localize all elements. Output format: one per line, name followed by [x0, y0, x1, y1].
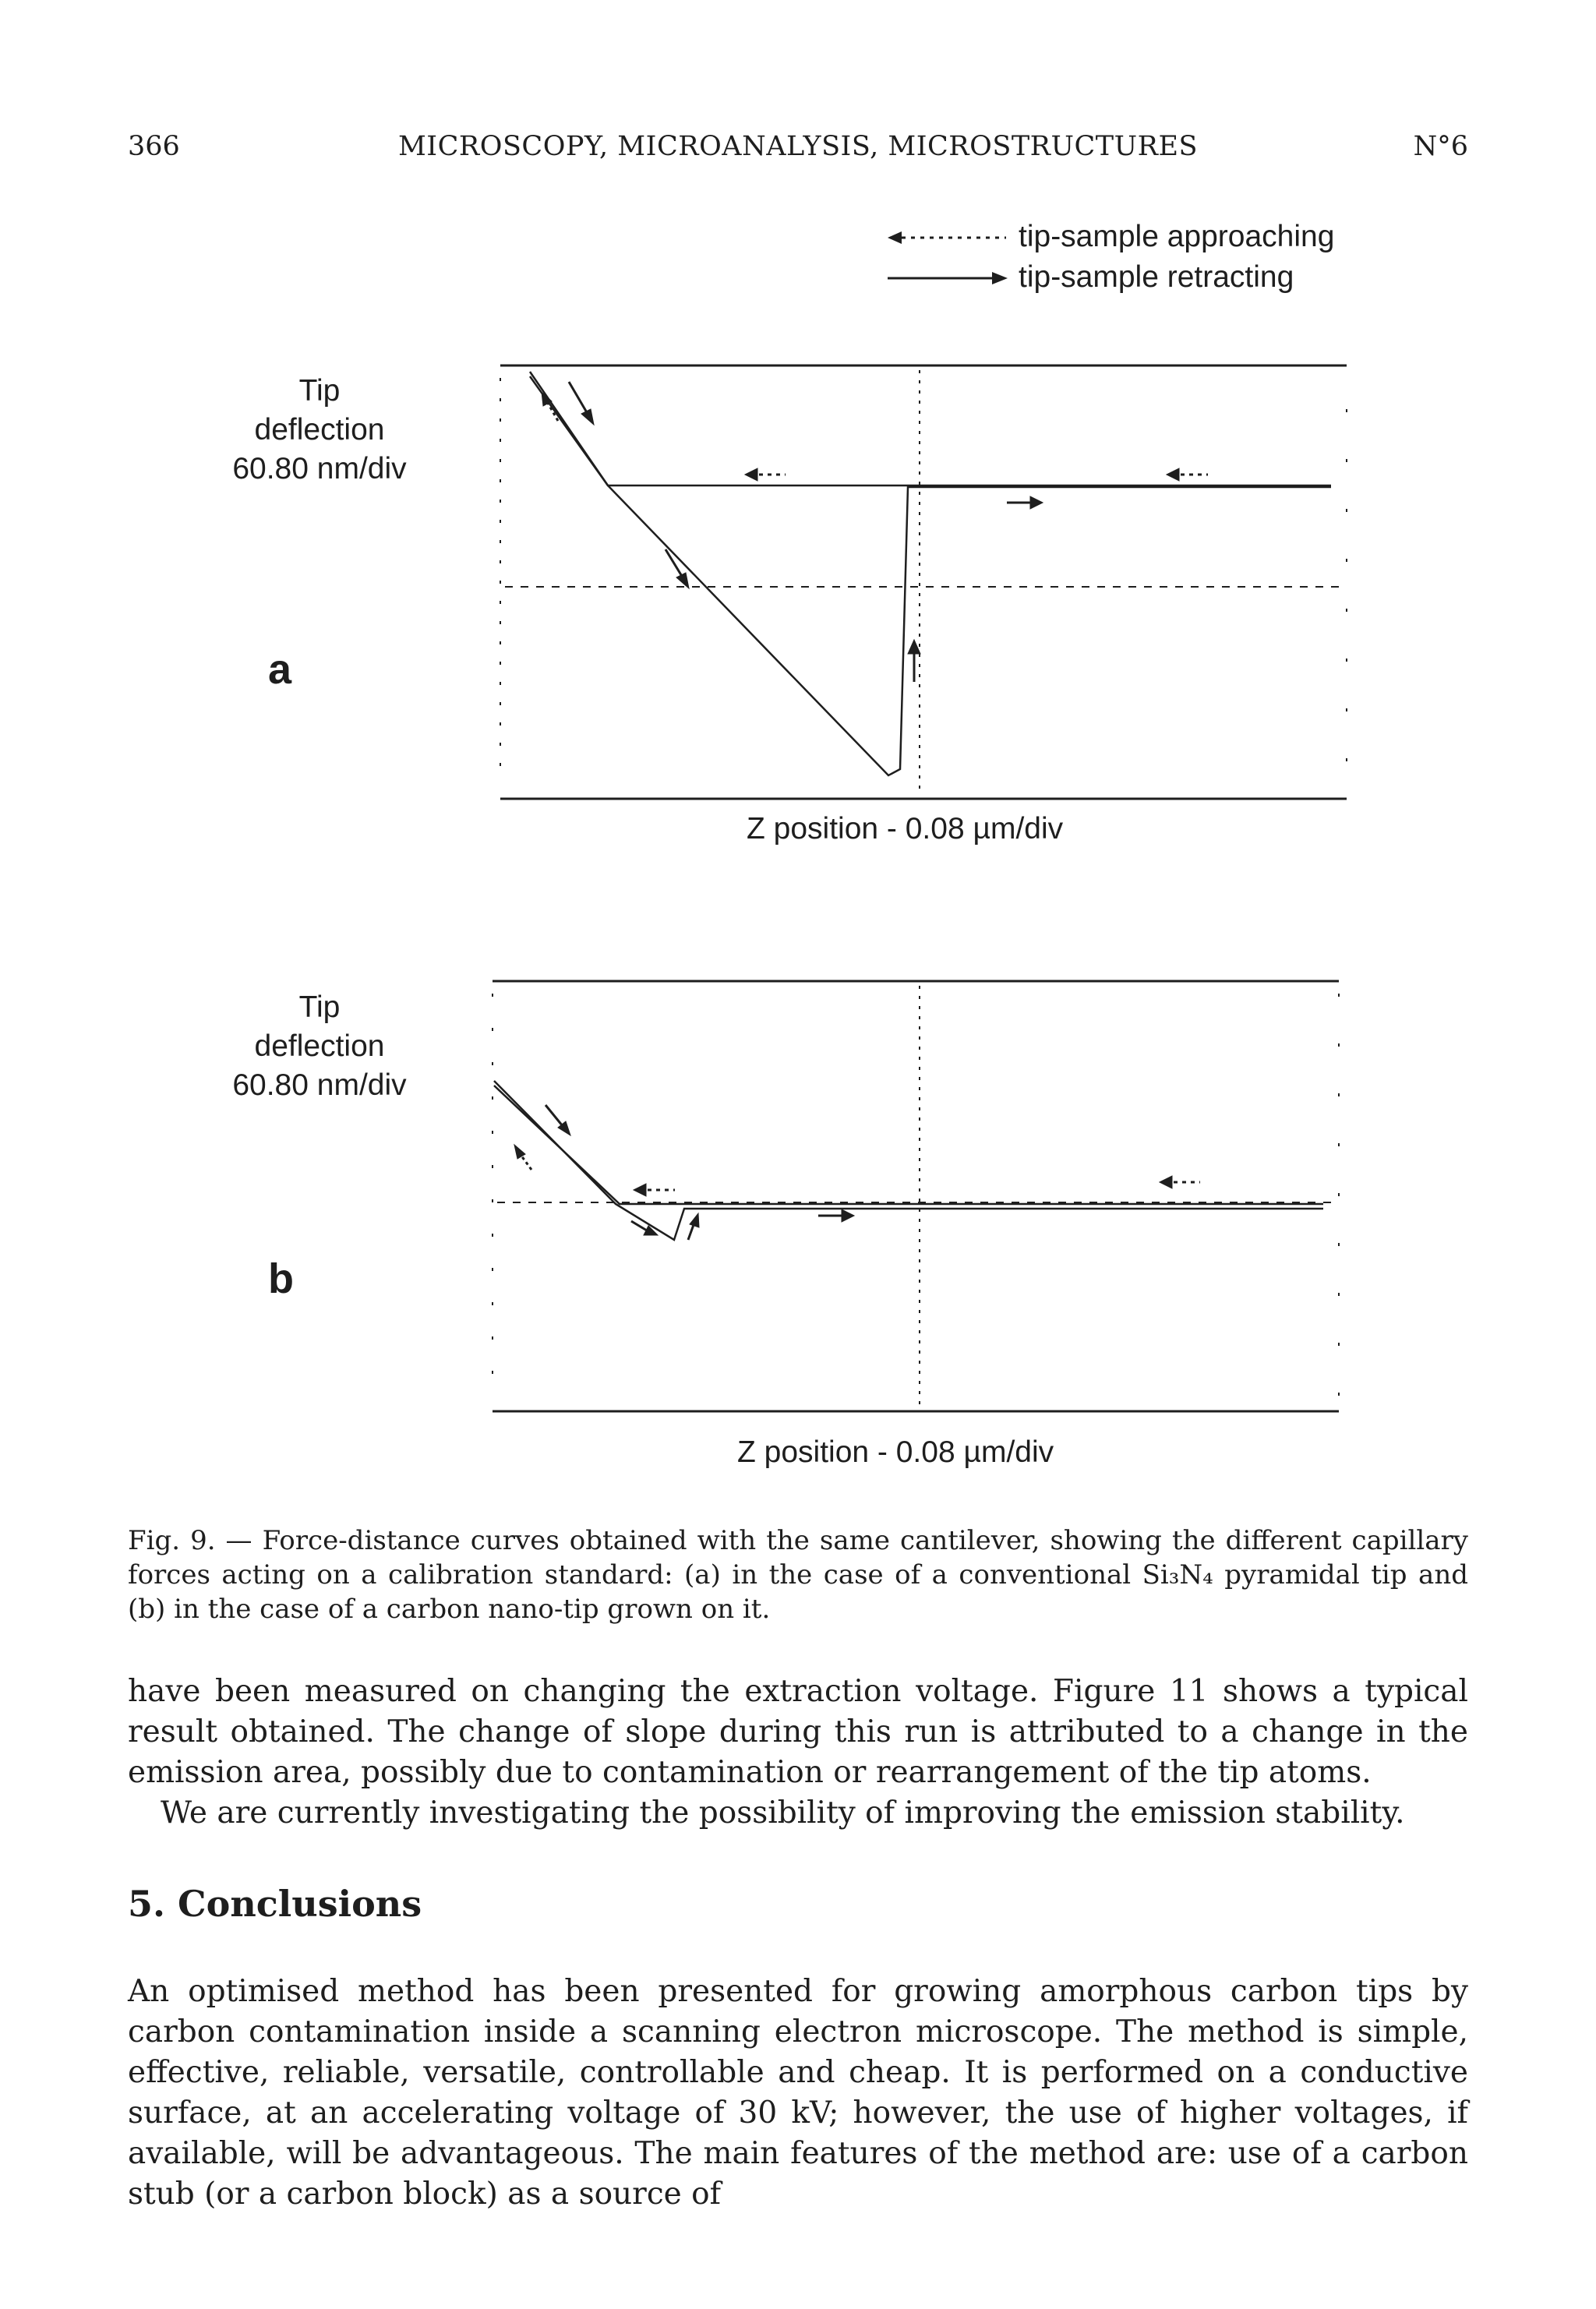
arrow-retract-down-right-1 — [546, 1105, 570, 1135]
arrow-retract-right — [818, 1209, 854, 1222]
paragraph: An optimised method has been presented for growing amorphous carbon tips by carbon contamination inside a scanning electron microscope. The method is simple, effective, reliable, versatile, controllable and cheap. It is performed on a conductive surface, at an accelerating voltage of 30 kV; however, the use of higher voltages, if available, will be advantageous. The main features of the method are: use of a carbon stub (or a carbon block) as a source of — [128, 1974, 1468, 2212]
paragraph: We are currently investigating the possibility of improving the emission stability. — [161, 1795, 1405, 1831]
ylabel-line: Tip — [298, 374, 341, 408]
body-text — [128, 1672, 1468, 1834]
ylabel-line: deflection — [254, 1029, 385, 1063]
arrow-retract-up — [908, 640, 920, 682]
arrow-retract-down-right-1 — [569, 382, 594, 425]
figure-caption: Fig. 9. — Force-distance curves obtained with the same cantilever, showing the different capillary forces acting on a calibration standard: (a) in the case of a conventional Si₃N₄ pyramidal tip and (b) in the case of a carbon nano-tip grown on it. — [128, 1525, 1468, 1625]
panel-a-xlabel: Z position - 0.08 µm/div — [747, 812, 1064, 846]
arrow-retract-right — [1007, 496, 1043, 509]
ylabel-line: 60.80 nm/div — [232, 1068, 407, 1102]
retract-curve — [494, 1081, 1323, 1240]
panel-b-letter: b — [268, 1255, 294, 1302]
ylabel-line: 60.80 nm/div — [232, 452, 407, 485]
arrow-approach-up-left — [514, 1145, 531, 1170]
legend-retracting-label: tip-sample retracting — [1019, 260, 1294, 294]
conclusions-text — [128, 1972, 1468, 2215]
panel-a-plot — [499, 362, 1356, 814]
section-heading: 5. Conclusions — [128, 1883, 422, 1925]
arrow-approach-left-1 — [634, 1184, 675, 1196]
arrow-approach-up-left — [542, 392, 558, 421]
arrow-approach-left-1 — [745, 468, 786, 481]
ylabel-line: Tip — [298, 990, 341, 1024]
page-number: 366 — [128, 131, 180, 162]
panel-a-letter: a — [268, 646, 292, 693]
panel-b-xlabel: Z position - 0.08 µm/div — [737, 1435, 1054, 1469]
approach-curve — [494, 1086, 1323, 1204]
approach-curve — [530, 376, 1331, 485]
arrow-approach-left-2 — [1160, 1176, 1200, 1188]
arrow-approach-left-2 — [1167, 468, 1208, 481]
arrow-retract-down-right-2 — [666, 549, 689, 588]
running-header — [128, 131, 1468, 168]
panel-b-plot — [491, 978, 1348, 1430]
arrow-retract-up — [688, 1213, 699, 1240]
retract-curve — [530, 372, 1331, 775]
issue-number: N°6 — [1413, 131, 1468, 162]
journal-title: MICROSCOPY, MICROANALYSIS, MICROSTRUCTURES — [397, 131, 1199, 162]
ylabel-line: deflection — [254, 413, 385, 447]
panel-a-ylabel — [226, 372, 413, 489]
paragraph: have been measured on changing the extraction voltage. Figure 11 shows a typical result obtained. The change of slope during this run is attributed to a change in the emission area, possibly due to contamination or rearrangement of the tip atoms. — [128, 1674, 1468, 1790]
dotted-arrow-left-icon — [885, 226, 1009, 249]
panel-b-ylabel — [226, 988, 413, 1105]
solid-arrow-right-icon — [885, 267, 1009, 290]
legend-approaching-label: tip-sample approaching — [1019, 220, 1335, 253]
